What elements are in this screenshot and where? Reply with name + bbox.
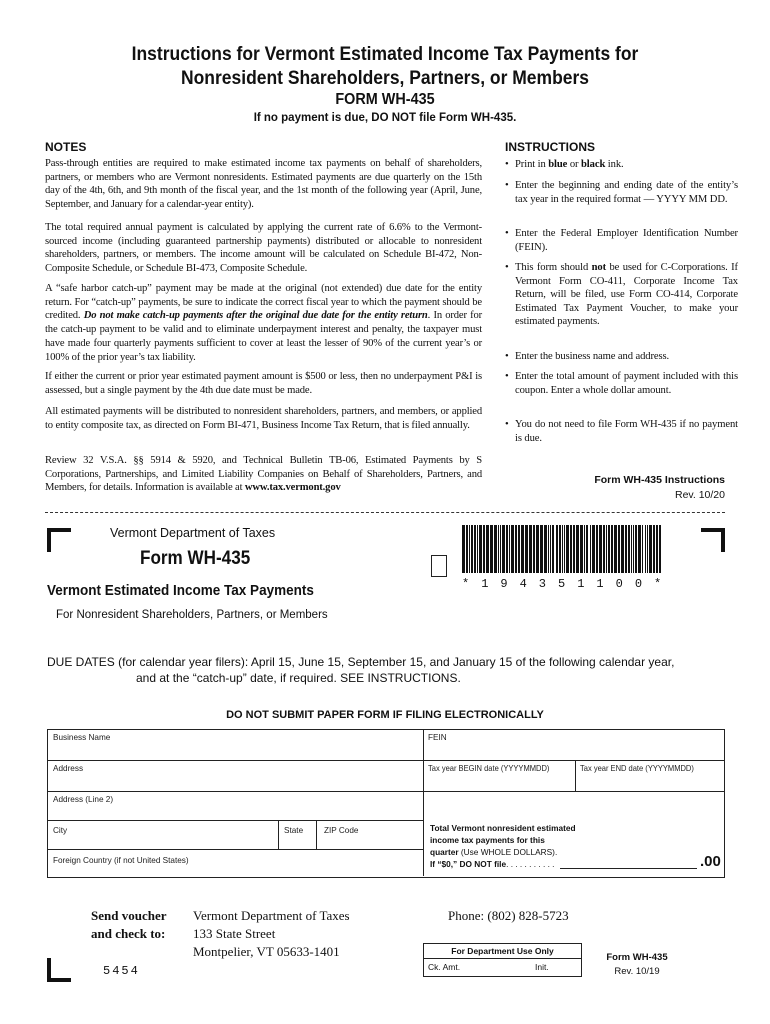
checkbox-symbol[interactable] [431,555,447,577]
initials-label: Init. [535,962,549,972]
department-use-label: For Department Use Only [451,946,554,956]
fein-field[interactable]: FEIN [428,733,447,742]
barcode-bar [596,525,598,573]
notes-heading: NOTES [45,140,87,154]
barcode-bar [642,525,643,573]
barcode-bar [621,525,624,573]
address-line2-field[interactable]: Address (Line 2) [53,795,114,804]
barcode-bar [506,525,508,573]
barcode-bar [614,525,617,573]
barcode-bar [590,525,591,573]
form-footer-rev: Rev. 10/19 [614,966,660,977]
barcode-bar [573,525,575,573]
phone-number: Phone: (802) 828-5723 [448,908,569,923]
barcode-bar [544,525,547,573]
city-field[interactable]: City [53,826,68,835]
barcode-bar [500,525,501,573]
catch-up-warning: Do not make catch-up payments after the original due date for the entity return [83,310,428,322]
no-paper-warning: DO NOT SUBMIT PAPER FORM IF FILING ELECTRONICALLY [226,709,544,721]
instruction-no-payment: • You do not need to file Form WH-435 if no payment is due. [505,418,738,445]
barcode-bar [515,525,517,573]
barcode-bar [586,525,588,573]
barcode-bar [638,525,641,573]
voucher-subtitle: For Nonresident Shareholders, Partners, or Members [56,609,328,621]
barcode-bar [625,525,627,573]
business-name-field[interactable]: Business Name [53,733,111,742]
barcode-bar [533,525,535,573]
notes-paragraph-1: Pass-through entities are required to make estimated income tax payments on behalf of shareholders, partners, or members who are Vermont nonresidents. Estimated payments are due quarterly on the 15th day of the 4th, 6th, and 9th month of the fiscal year, and the 1st month of the following year (April, June, September, and January for a calendar-year entity). [45,158,482,211]
barcode-bar [559,525,561,573]
page-title-line2: Nonresident Shareholders, Partners, or Members [181,68,589,89]
barcode-bar [659,525,661,573]
barcode-bar [490,525,493,573]
notes-paragraph-5: All estimated payments will be distributed to nonresident shareholders, partners, and members, or applied to entity composite tax, as directed on Form BI-471, Business Income Tax Return, that is filed annually. [45,406,482,431]
barcode-bar [608,525,610,573]
barcode-bar [552,525,554,573]
instruction-c-corp: • This form should not be used for C-Corporations. If Vermont Form CO-411, Corporate Income Tax Return, will be filed, use Form CO-414, Corporate Estimated Tax Payment Voucher, to make your estimated payments. [505,261,738,329]
mail-address-line3: Montpelier, VT 05633-1401 [193,944,340,959]
check-amount-label: Ck. Amt. [428,962,461,972]
barcode-bar [466,525,468,573]
voucher-dept: Vermont Department of Taxes [110,526,276,540]
barcode-bar [498,525,499,573]
barcode-bar [649,525,652,573]
corner-mark-top-left [47,528,71,552]
barcode-bar [556,525,558,573]
barcode-bar [474,525,476,573]
barcode-bar [483,525,485,573]
voucher-title: Vermont Estimated Income Tax Payments [47,582,314,599]
total-payment-label: Total Vermont nonresident estimated income tax payments for this quarter (Use WHOLE DOLLARS). If “$0,” DO NOT file. . . . . . . . . . . [430,823,576,869]
mail-address-line2: 133 State Street [193,926,276,941]
instructions-footer-rev: Rev. 10/20 [674,489,725,501]
barcode-bar [611,525,613,573]
barcode-bar [502,525,505,573]
total-payment-input[interactable] [560,868,697,869]
barcode-bar [469,525,470,573]
notes-paragraph-4: If either the current or prior year estimated payment amount is $500 or less, then no underpayment P&I is assessed, but a single payment by the 4th due date must be made. [45,371,482,396]
barcode-bar [540,525,543,573]
barcode-bar [592,525,595,573]
barcode-bar [462,525,465,573]
begin-date-field[interactable]: Tax year BEGIN date (YYYYMMDD) [428,764,550,773]
barcode-bar [631,525,632,573]
form-code: 5454 [103,964,140,978]
tear-line [45,512,725,513]
country-field[interactable]: Foreign Country (if not United States) [53,856,189,865]
instruction-ink: • Print in blue or black ink. [505,158,738,172]
corner-mark-bottom-left [47,958,71,982]
barcode-bar [479,525,482,573]
barcode-bar [647,525,648,573]
form-name: FORM WH-435 [335,91,435,108]
barcode-bar [562,525,563,573]
barcode-bar [471,525,473,573]
barcode-bar [494,525,497,573]
barcode-bar [518,525,520,573]
due-dates-line2: and at the “catch-up” date, if required. SEE INSTRUCTIONS. [136,671,461,685]
notes-paragraph-2: The total required annual payment is calculated by applying the current rate of 6.6% to the Vermont-sourced income (including guaranteed partnership payments) distributed or allocable to nonresident shareholders, partners, or members. The income amount will be calculated on Schedule BI-472, Non-Composite Schedule, or Schedule BI-473, Composite Schedule. [45,222,482,275]
due-dates-line1: DUE DATES (for calendar year filers): April 15, June 15, September 15, and January 15 of the following calendar year, [47,655,675,669]
barcode-bar [628,525,630,573]
corner-mark-top-right [701,528,725,552]
voucher-form-name: Form WH-435 [140,548,251,569]
mail-address-line1: Vermont Department of Taxes [193,908,350,923]
instructions-footer-title: Form WH-435 Instructions [594,474,725,486]
send-label-2: and check to: [91,926,166,941]
instruction-total-amount: • Enter the total amount of payment included with this coupon. Enter a whole dollar amount. [505,370,738,397]
barcode-bar [653,525,655,573]
instruction-business-name: • Enter the business name and address. [505,350,738,364]
barcode-bar [566,525,569,573]
barcode-bar [509,525,510,573]
no-payment-note: If no payment is due, DO NOT file Form WH-435. [253,112,517,124]
address-field[interactable]: Address [53,764,84,773]
barcode-bar [656,525,658,573]
barcode-bar [599,525,602,573]
instruction-fein: • Enter the Federal Employer Identification Number (FEIN). [505,227,738,254]
form-footer-name: Form WH-435 [606,952,668,963]
barcode-text: * 1 9 4 3 5 1 1 0 0 * [462,577,664,591]
barcode-bar [548,525,549,573]
barcode-bar [606,525,607,573]
barcode-bar [580,525,583,573]
barcode-bar [511,525,514,573]
barcode-image [462,525,665,573]
barcode-bar [525,525,528,573]
send-label-1: Send voucher [91,908,167,923]
notes-paragraph-6: Review 32 V.S.A. §§ 5914 & 5920, and Technical Bulletin TB-06, Estimated Payments by S Corporations, Partnerships, and Limited Liability Companies on Behalf of Shareholders, Partners, and Members, for details. Information is available at www.tax.vermont.gov [45,455,482,494]
cents-suffix: .00 [700,853,721,870]
barcode-bar [550,525,551,573]
instructions-heading: INSTRUCTIONS [505,140,595,154]
barcode-bar [635,525,637,573]
barcode-bar [529,525,532,573]
barcode-bar [521,525,524,573]
barcode-bar [584,525,585,573]
state-field[interactable]: State [284,826,304,835]
end-date-field[interactable]: Tax year END date (YYYYMMDD) [580,764,694,773]
page-title-line1: Instructions for Vermont Estimated Income Tax Payments for [131,44,639,65]
zip-field[interactable]: ZIP Code [324,826,359,835]
notes-paragraph-3: A “safe harbor catch-up” payment may be made at the original (not extended) due date for the entity return. For “catch-up” payments, be sure to indicate the correct fiscal year to which the payment should be credited. Do not make catch-up payments after the original due date for the entity return. In order for the catch-up payment to be valid and to eliminate underpayment interest and penalty, the taxpayer must have made four quarterly payments sufficient to cover at least the lesser of 90% of the current year’s or 100% of the prior year’s tax liability. [45,283,483,363]
barcode-bar [486,525,489,573]
barcode-bar [633,525,634,573]
barcode-bar [576,525,579,573]
barcode-bar [645,525,646,573]
barcode-bar [603,525,605,573]
tax-website-link[interactable]: www.tax.vermont.gov [244,482,341,494]
barcode-bar [536,525,539,573]
barcode-bar [618,525,620,573]
barcode-bar [564,525,565,573]
barcode-bar [570,525,572,573]
barcode-bar [477,525,478,573]
instruction-tax-year: • Enter the beginning and ending date of the entity’s tax year in the required format — YYYY MM DD. [505,179,738,206]
